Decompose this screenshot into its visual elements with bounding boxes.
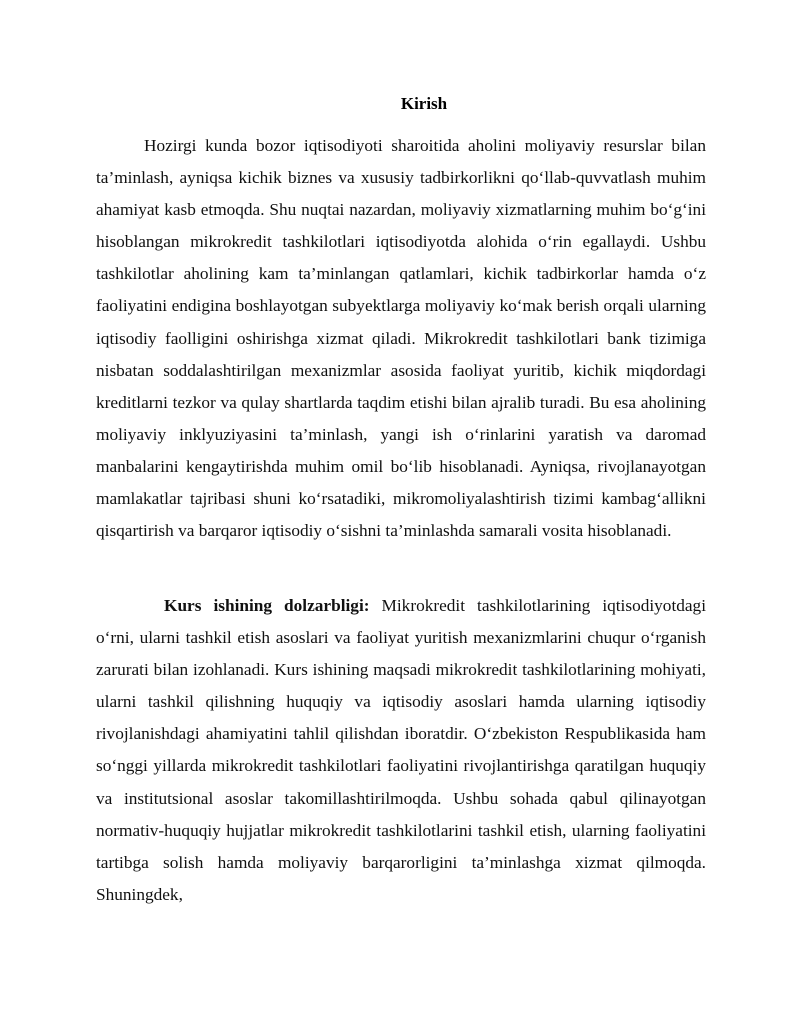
section-heading: Kirish: [400, 94, 448, 113]
relevance-body: Mikrokredit tashkilotlarining iqtisodiyotdagi o‘rni, ularni tashkil etish asoslari va faoliyat yuritish mexanizmlarini chuqur o‘rganish zarurati bilan izohlanadi. Kurs ishining maqsadi mikrokredit tashkilotlarining mohiyati, ularni tashkil qilishning huquqiy va iqtisodiy asoslari hamda ularning iqtisodiy rivojlanishdagi ahamiyatini tahlil qilishdan iboratdir. O‘zbekiston Respublikasida ham so‘nggi yillarda mikrokredit tashkilotlari faoliyatini rivojlantirishga qaratilgan huquqiy va institutsional asoslar takomillashtirilmoqda. Ushbu sohada qabul qilinayotgan normativ-huquqiy hujjatlar mikrokredit tashkilotlarini tashkil etish, ularning faoliyatini tartibga solish hamda moliyaviy barqarorligini ta’minlashga xizmat qilmoqda. Shuningdek,: [96, 596, 707, 904]
relevance-lead: Kurs ishining dolzarbligi:: [164, 596, 370, 615]
relevance-paragraph: [96, 590, 706, 911]
intro-paragraph: Hozirgi kunda bozor iqtisodiyoti sharoitida aholini moliyaviy resurslar bilan ta’minlash, ayniqsa kichik biznes va xususiy tadbirkorlikni qo‘llab-quvvatlash muhim ahamiyat kasb etmoqda. Shu nuqtai nazardan, moliyaviy xizmatlarning muhim bo‘g‘ini hisoblangan mikrokredit tashkilotlari iqtisodiyotda alohida o‘rin egallaydi. Ushbu tashkilotlar aholining kam ta’minlangan qatlamlari, kichik tadbirkorlar hamda o‘z faoliyatini endigina boshlayotgan subyektlarga moliyaviy ko‘mak berish orqali ularning iqtisodiy faolligini oshirishga xizmat qiladi. Mikrokredit tashkilotlari bank tizimiga nisbatan soddalashtirilgan mexanizmlar asosida faoliyat yuritib, kichik miqdordagi kreditlarni tezkor va qulay shartlarda taqdim etishi bilan ajralib turadi. Bu esa aholining moliyaviy inklyuziyasini ta’minlash, yangi ish o‘rinlarini yaratish va daromad manbalarini kengaytirishda muhim omil bo‘lib hisoblanadi. Ayniqsa, rivojlanayotgan mamlakatlar tajribasi shuni ko‘rsatadiki, mikromoliyalashtirish tizimi kambag‘allikni qisqartirish va barqaror iqtisodiy o‘sishni ta’minlashda samarali vosita hisoblanadi.: [96, 136, 706, 541]
